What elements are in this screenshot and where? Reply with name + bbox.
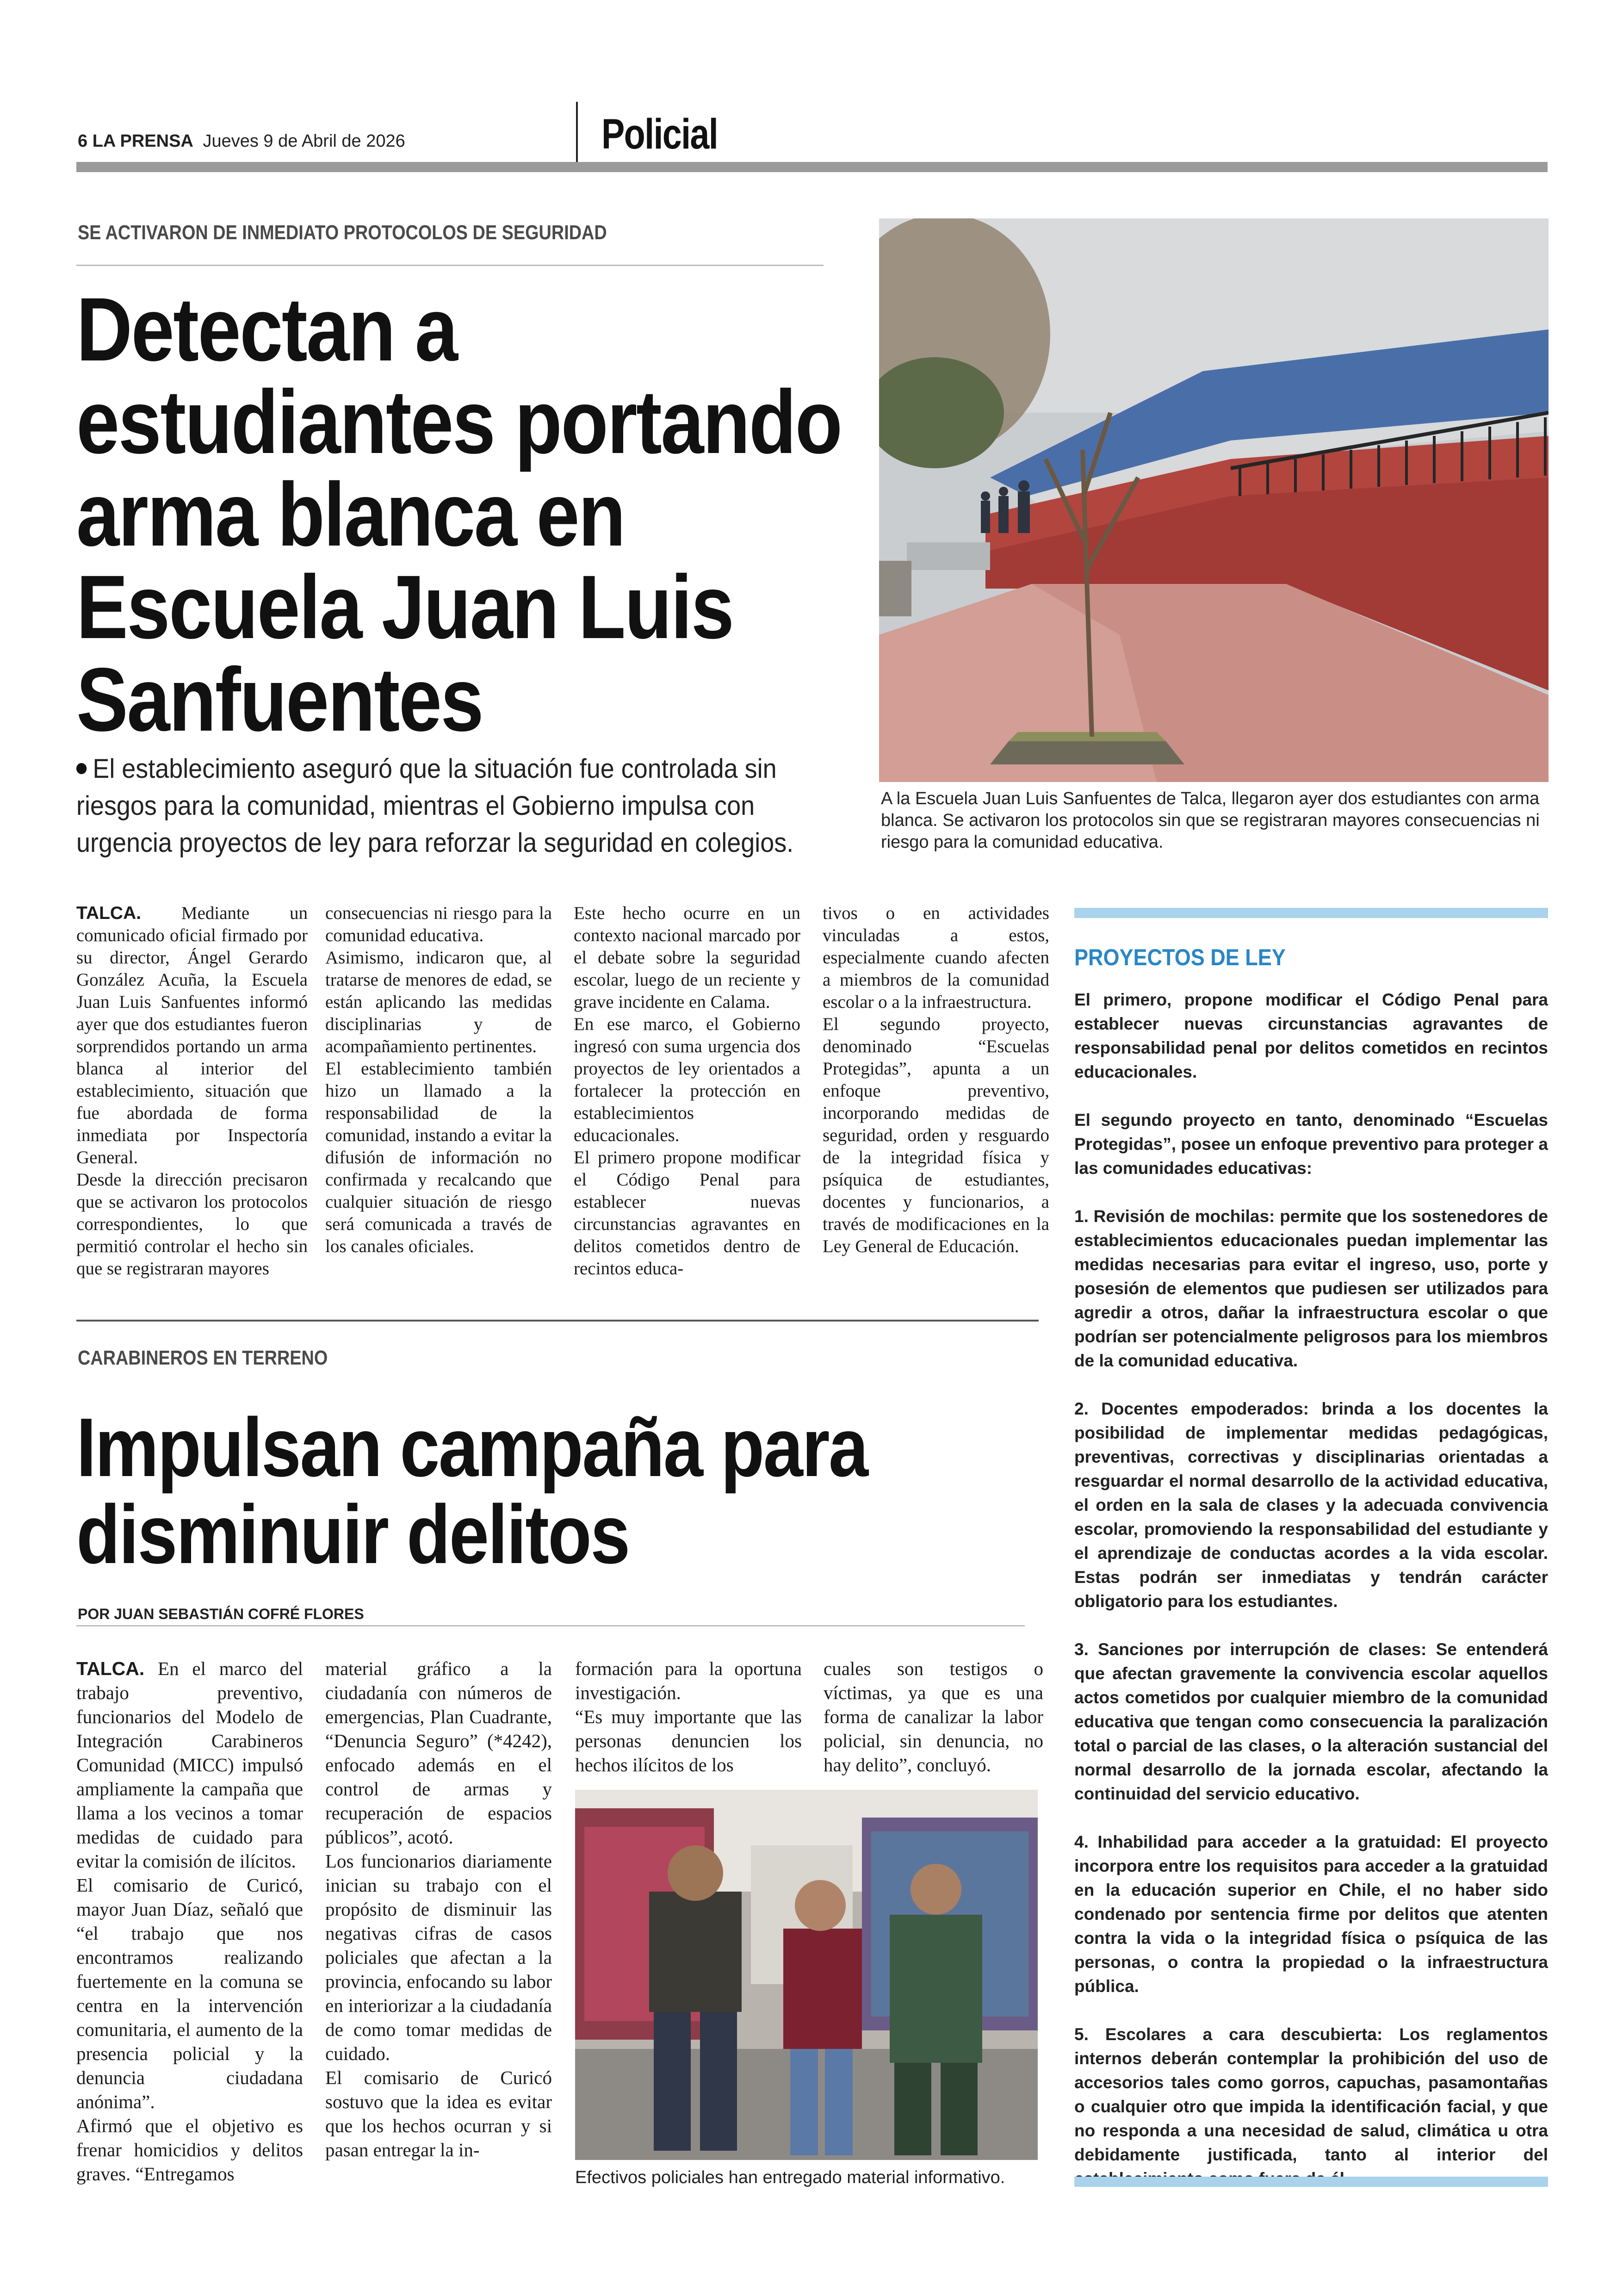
article-separator bbox=[76, 1320, 1039, 1322]
paragraph: Afirmó que el objetivo es frenar homicidios y delitos graves. “Entregamos bbox=[76, 2115, 303, 2184]
article1-kicker: SE ACTIVARON DE INMEDIATO PROTOCOLOS DE SEGURIDAD bbox=[78, 221, 607, 244]
school-photo bbox=[879, 218, 1549, 782]
police-photo bbox=[575, 1790, 1038, 2160]
dateline: TALCA. bbox=[76, 903, 142, 923]
sidebar-item: 5. Escolares a cara descubierta: Los reglamentos internos deberán contemplar la prohibición del uso de accesorios tales como gorros, capuchas, pasamontañas o cualquier otro que impida la identificación facial, y que no responda a una necesidad de salud, climática u otra debidamente justificada, tanto al interior del bbox=[1074, 2025, 1548, 2164]
paragraph: “Es muy importante que las personas denuncien los hechos ilícitos de los bbox=[575, 1706, 802, 1775]
paragraph: El comisario de Curicó sostuvo que la idea es evitar que los hechos ocurran y si pasan entregar la in- bbox=[325, 2067, 552, 2160]
sidebar-item: 3. Sanciones por interrupción de clases: Se entenderá que afectan gravemente la convivencia escolar aquellos actos cometidos por cualquier miembro de la comunidad educativa que tengan como consecuencia la paralización total o parcial de las clases, o la alteración sustancial del normal desarrollo de la jornada escolar, afectando la continuidad del servicio educativo. bbox=[1074, 1640, 1548, 1803]
kicker-rule bbox=[76, 265, 824, 266]
article2-headline: Impulsan campaña para disminuir delitos bbox=[76, 1401, 867, 1581]
paragraph: material gráfico a la ciudadanía con números de emergencias, Plan Cuadrante, “Denuncia Seguro” (*4242), enfocado además en el control de armas y recuperación de espacios públicos”, acotó. bbox=[325, 1658, 552, 1848]
article1-column-2 bbox=[325, 902, 552, 1258]
sidebar-paragraph: El segundo proyecto en tanto, denominado “Escuelas Protegidas”, posee un enfoque preventivo para proteger a las comunidades educativas: bbox=[1074, 1111, 1548, 1178]
article2-kicker: CARABINEROS EN TERRENO bbox=[78, 1347, 328, 1369]
paragraph: consecuencias ni riesgo para la comunidad educativa. bbox=[325, 903, 552, 945]
page-number: 6 bbox=[78, 131, 88, 151]
paragraph: cuales son testigos o víctimas, ya que es una forma de canalizar la labor policial, sin denuncia, no hay delito”, concluyó. bbox=[824, 1658, 1043, 1775]
article1-column-4 bbox=[823, 902, 1049, 1258]
article2-column-2 bbox=[325, 1657, 552, 2162]
lede-text: El establecimiento aseguró que la situación fue controlada sin riesgos para la comunidad, mientras el Gobierno impulsa con urgencia proyectos de ley para reforzar la seguridad en colegios. bbox=[76, 754, 794, 858]
paragraph: formación para la oportuna investigación. bbox=[575, 1658, 802, 1703]
article2-column-4 bbox=[824, 1657, 1043, 1777]
section-title: Policial bbox=[601, 111, 718, 158]
dateline: TALCA. bbox=[76, 1658, 145, 1679]
sidebar-item: 2. Docentes empoderados: brinda a los docentes la posibilidad de implementar medidas pedagógicas, preventivas, correctivas y disciplinarias orientadas a resguardar el normal desarrollo de la actividad educativa, el orden en la sala de clases y la adecuada convivencia escolar, promoviendo la responsabilidad del estudiante y el aprendizaje de conductas acordes a la vida escolar. Estas podrán ser inmediatas y tendrán carácter obligatorio para los estudiantes. bbox=[1074, 1399, 1548, 1611]
paragraph: El establecimiento también hizo un llamado a la responsabilidad de la comunidad, instando a evitar la difusión de información no confirmada y recalcando que cualquier situación de riesgo será comunicada a través de los canales oficiales. bbox=[325, 1059, 552, 1256]
photo-caption: A la Escuela Juan Luis Sanfuentes de Talca, llegaron ayer dos estudiantes con arma blanca. Se activaron los protocolos sin que se registraran mayores consecuencias ni riesgo para la comunidad educativa. bbox=[881, 789, 1540, 852]
paragraph: Los funcionarios diariamente inician su trabajo con el propósito de disminuir las negativas cifras de casos policiales que afectan a la provincia, enfocando su labor en interiorizar a la ciudadanía de como tomar medidas de cuidado. bbox=[325, 1850, 552, 2064]
sidebar-bottom-bar bbox=[1074, 2177, 1548, 2187]
article1-column-3 bbox=[574, 902, 800, 1280]
issue-date: Jueves 9 de Abril de 2026 bbox=[203, 131, 405, 151]
paragraph: En ese marco, el Gobierno ingresó con suma urgencia dos proyectos de ley orientados a fortalecer la protección en establecimientos educacionales. bbox=[574, 1014, 800, 1145]
header-divider bbox=[576, 102, 578, 162]
bullet-icon bbox=[76, 763, 87, 774]
byline-rule bbox=[76, 1625, 1025, 1626]
sidebar-top-bar bbox=[1074, 908, 1548, 918]
paragraph: El comisario de Curicó, mayor Juan Díaz, señaló que “el trabajo que nos encontramos realizando fuertemente en la comuna se centra en la intervención comunitaria, el aumento de la presencia policial y la denuncia ciudadana anónima”. bbox=[76, 1874, 303, 2112]
sidebar-paragraph: El primero, propone modificar el Código Penal para establecer nuevas circunstancias agravantes de responsabilidad penal por delitos cometidos en recintos educacionales. bbox=[1074, 990, 1548, 1081]
paragraph: El primero propone modificar el Código Penal para establecer nuevas circunstancias agravantes en delitos cometidos dentro de recintos educa- bbox=[574, 1148, 800, 1278]
article1-column-1 bbox=[76, 902, 308, 1280]
paragraph: Mediante un comunicado oficial firmado por su director, Ángel Gerardo González Acuña, la Escuela Juan Luis Sanfuentes informó ayer que dos estudiantes fueron sorprendidos portando un arma blanca al interior del establecimiento, situación que fue abordada de forma inmediata por Inspectoría General. bbox=[76, 903, 308, 1167]
page-folio bbox=[78, 131, 405, 151]
sidebar-item: 4. Inhabilidad para acceder a la gratuidad: El proyecto incorpora entre los requisitos para acceder a la gratuidad en la educación superior en Chile, el no haber sido condenado por sentencia firme por delitos que atenten contra la vida o la integridad física o psíquica de las personas, o contra la propiedad o la infraestructura pública. bbox=[1074, 1832, 1548, 1996]
paragraph: Este hecho ocurre en un contexto nacional marcado por el debate sobre la seguridad escolar, luego de un reciente y grave incidente en Calama. bbox=[574, 903, 800, 1012]
paragraph: En el marco del trabajo preventivo, funcionarios del Modelo de Integración Carabineros Comunidad (MICC) impulsó ampliamente la campaña que llama a los vecinos a tomar medidas de cuidado para evitar la comisión de ilícitos. bbox=[76, 1658, 303, 1872]
police-photo-illustration bbox=[575, 1790, 1038, 2160]
paragraph: Desde la dirección precisaron que se activaron los protocolos correspondientes, lo que permitió controlar el hecho sin que se registraran mayores bbox=[76, 1170, 308, 1278]
sidebar-item: 1. Revisión de mochilas: permite que los sostenedores de establecimientos educacionales puedan implementar las medidas necesarias para evitar el ingreso, uso, porte y posesión de elementos que pudiesen ser utilizados para agredir a otros, dañar la infraestructura escolar o que podrían ser potencialmente peligrosos para los miembros de la comunidad educativa. bbox=[1074, 1207, 1548, 1370]
photo-caption: Efectivos policiales han entregado material informativo. bbox=[575, 2168, 1005, 2187]
paper-name: LA PRENSA bbox=[92, 131, 193, 151]
article2-column-1 bbox=[76, 1657, 303, 2186]
article1-headline: Detectan a estudiantes portando arma blanca en Escuela Juan Luis Sanfuentes bbox=[76, 279, 842, 750]
byline: POR JUAN SEBASTIÁN COFRÉ FLORES bbox=[78, 1606, 364, 1622]
paragraph: El segundo proyecto, denominado “Escuelas Protegidas”, apunta a un enfoque preventivo, incorporando medidas de seguridad, orden y resguardo de la integridad física y psíquica de estudiantes, docentes y funcionarios, a través de modificaciones en la Ley General de Educación. bbox=[823, 1014, 1049, 1256]
paragraph: tivos o en actividades vinculadas a estos, especialmente cuando afecten a miembros de la comunidad escolar o a la infraestructura. bbox=[823, 903, 1049, 1012]
article1-lede bbox=[76, 751, 804, 862]
paragraph: Asimismo, indicaron que, al tratarse de menores de edad, se están aplicando las medidas disciplinarias y de acompañamiento pertinentes. bbox=[325, 948, 552, 1056]
sidebar-title: PROYECTOS DE LEY bbox=[1074, 944, 1286, 970]
sidebar-body bbox=[1074, 988, 1548, 2215]
article2-column-3 bbox=[575, 1657, 802, 1777]
header-rule bbox=[76, 162, 1548, 172]
school-photo-illustration bbox=[879, 218, 1549, 782]
